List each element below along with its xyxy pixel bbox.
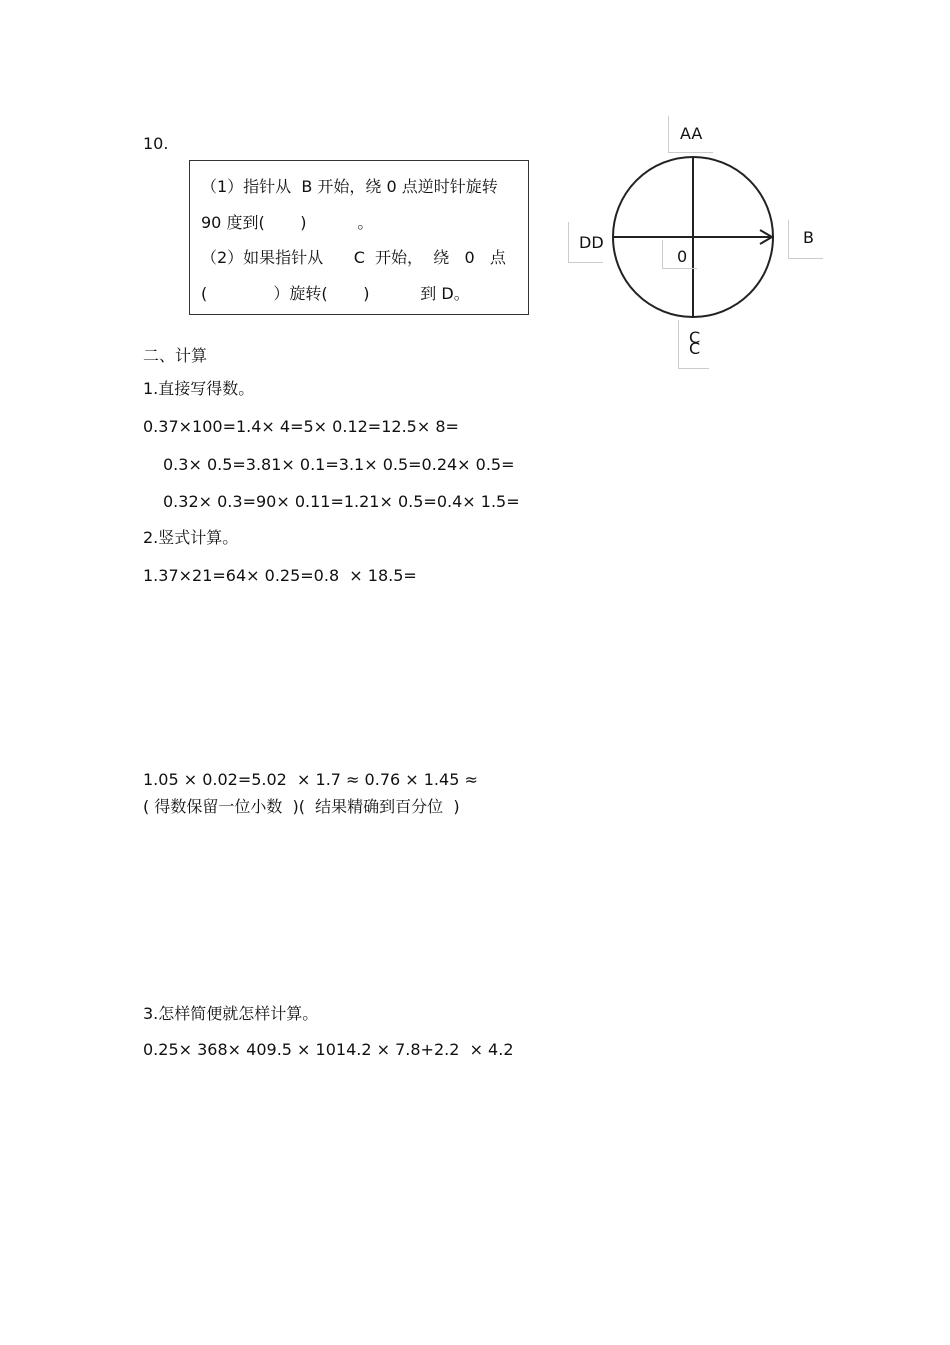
label-c: CC <box>689 328 701 358</box>
q1-title: 1.直接写得数。 <box>143 379 255 398</box>
q1-row-2: 0.3× 0.5=3.81× 0.1=3.1× 0.5=0.24× 0.5= <box>163 455 515 474</box>
label-o: 0 <box>677 247 688 266</box>
q2-row-2: 1.05 × 0.02=5.02 × 1.7 ≈ 0.76 × 1.45 ≈ <box>143 770 478 789</box>
box-line-2: 90 度到( ) 。 <box>201 213 374 232</box>
box-line-3: （2）如果指针从 C 开始， 绕 0 点 <box>201 248 506 267</box>
box-line-4: ( ）旋转( ) 到 D。 <box>201 284 470 303</box>
q1-row-1: 0.37×100=1.4× 4=5× 0.12=12.5× 8= <box>143 417 459 436</box>
box-line-1: （1）指针从 B 开始，绕 0 点逆时针旋转 <box>201 177 498 196</box>
section-heading: 二、计算 <box>143 346 208 365</box>
label-b: B <box>803 228 814 247</box>
q2-title: 2.竖式计算。 <box>143 528 239 547</box>
q3-row-1: 0.25× 368× 409.5 × 1014.2 × 7.8+2.2 × 4.2 <box>143 1040 514 1059</box>
clock-diagram <box>560 110 840 380</box>
problem-number: 10. <box>143 134 169 153</box>
q1-row-3: 0.32× 0.3=90× 0.11=1.21× 0.5=0.4× 1.5= <box>163 492 520 511</box>
label-a: AA <box>680 124 703 143</box>
label-d: DD <box>579 233 604 252</box>
q3-title: 3.怎样简便就怎样计算。 <box>143 1004 319 1023</box>
q2-row-1: 1.37×21=64× 0.25=0.8 × 18.5= <box>143 566 417 585</box>
q2-note: ( 得数保留一位小数 )( 结果精确到百分位 ) <box>143 797 460 816</box>
